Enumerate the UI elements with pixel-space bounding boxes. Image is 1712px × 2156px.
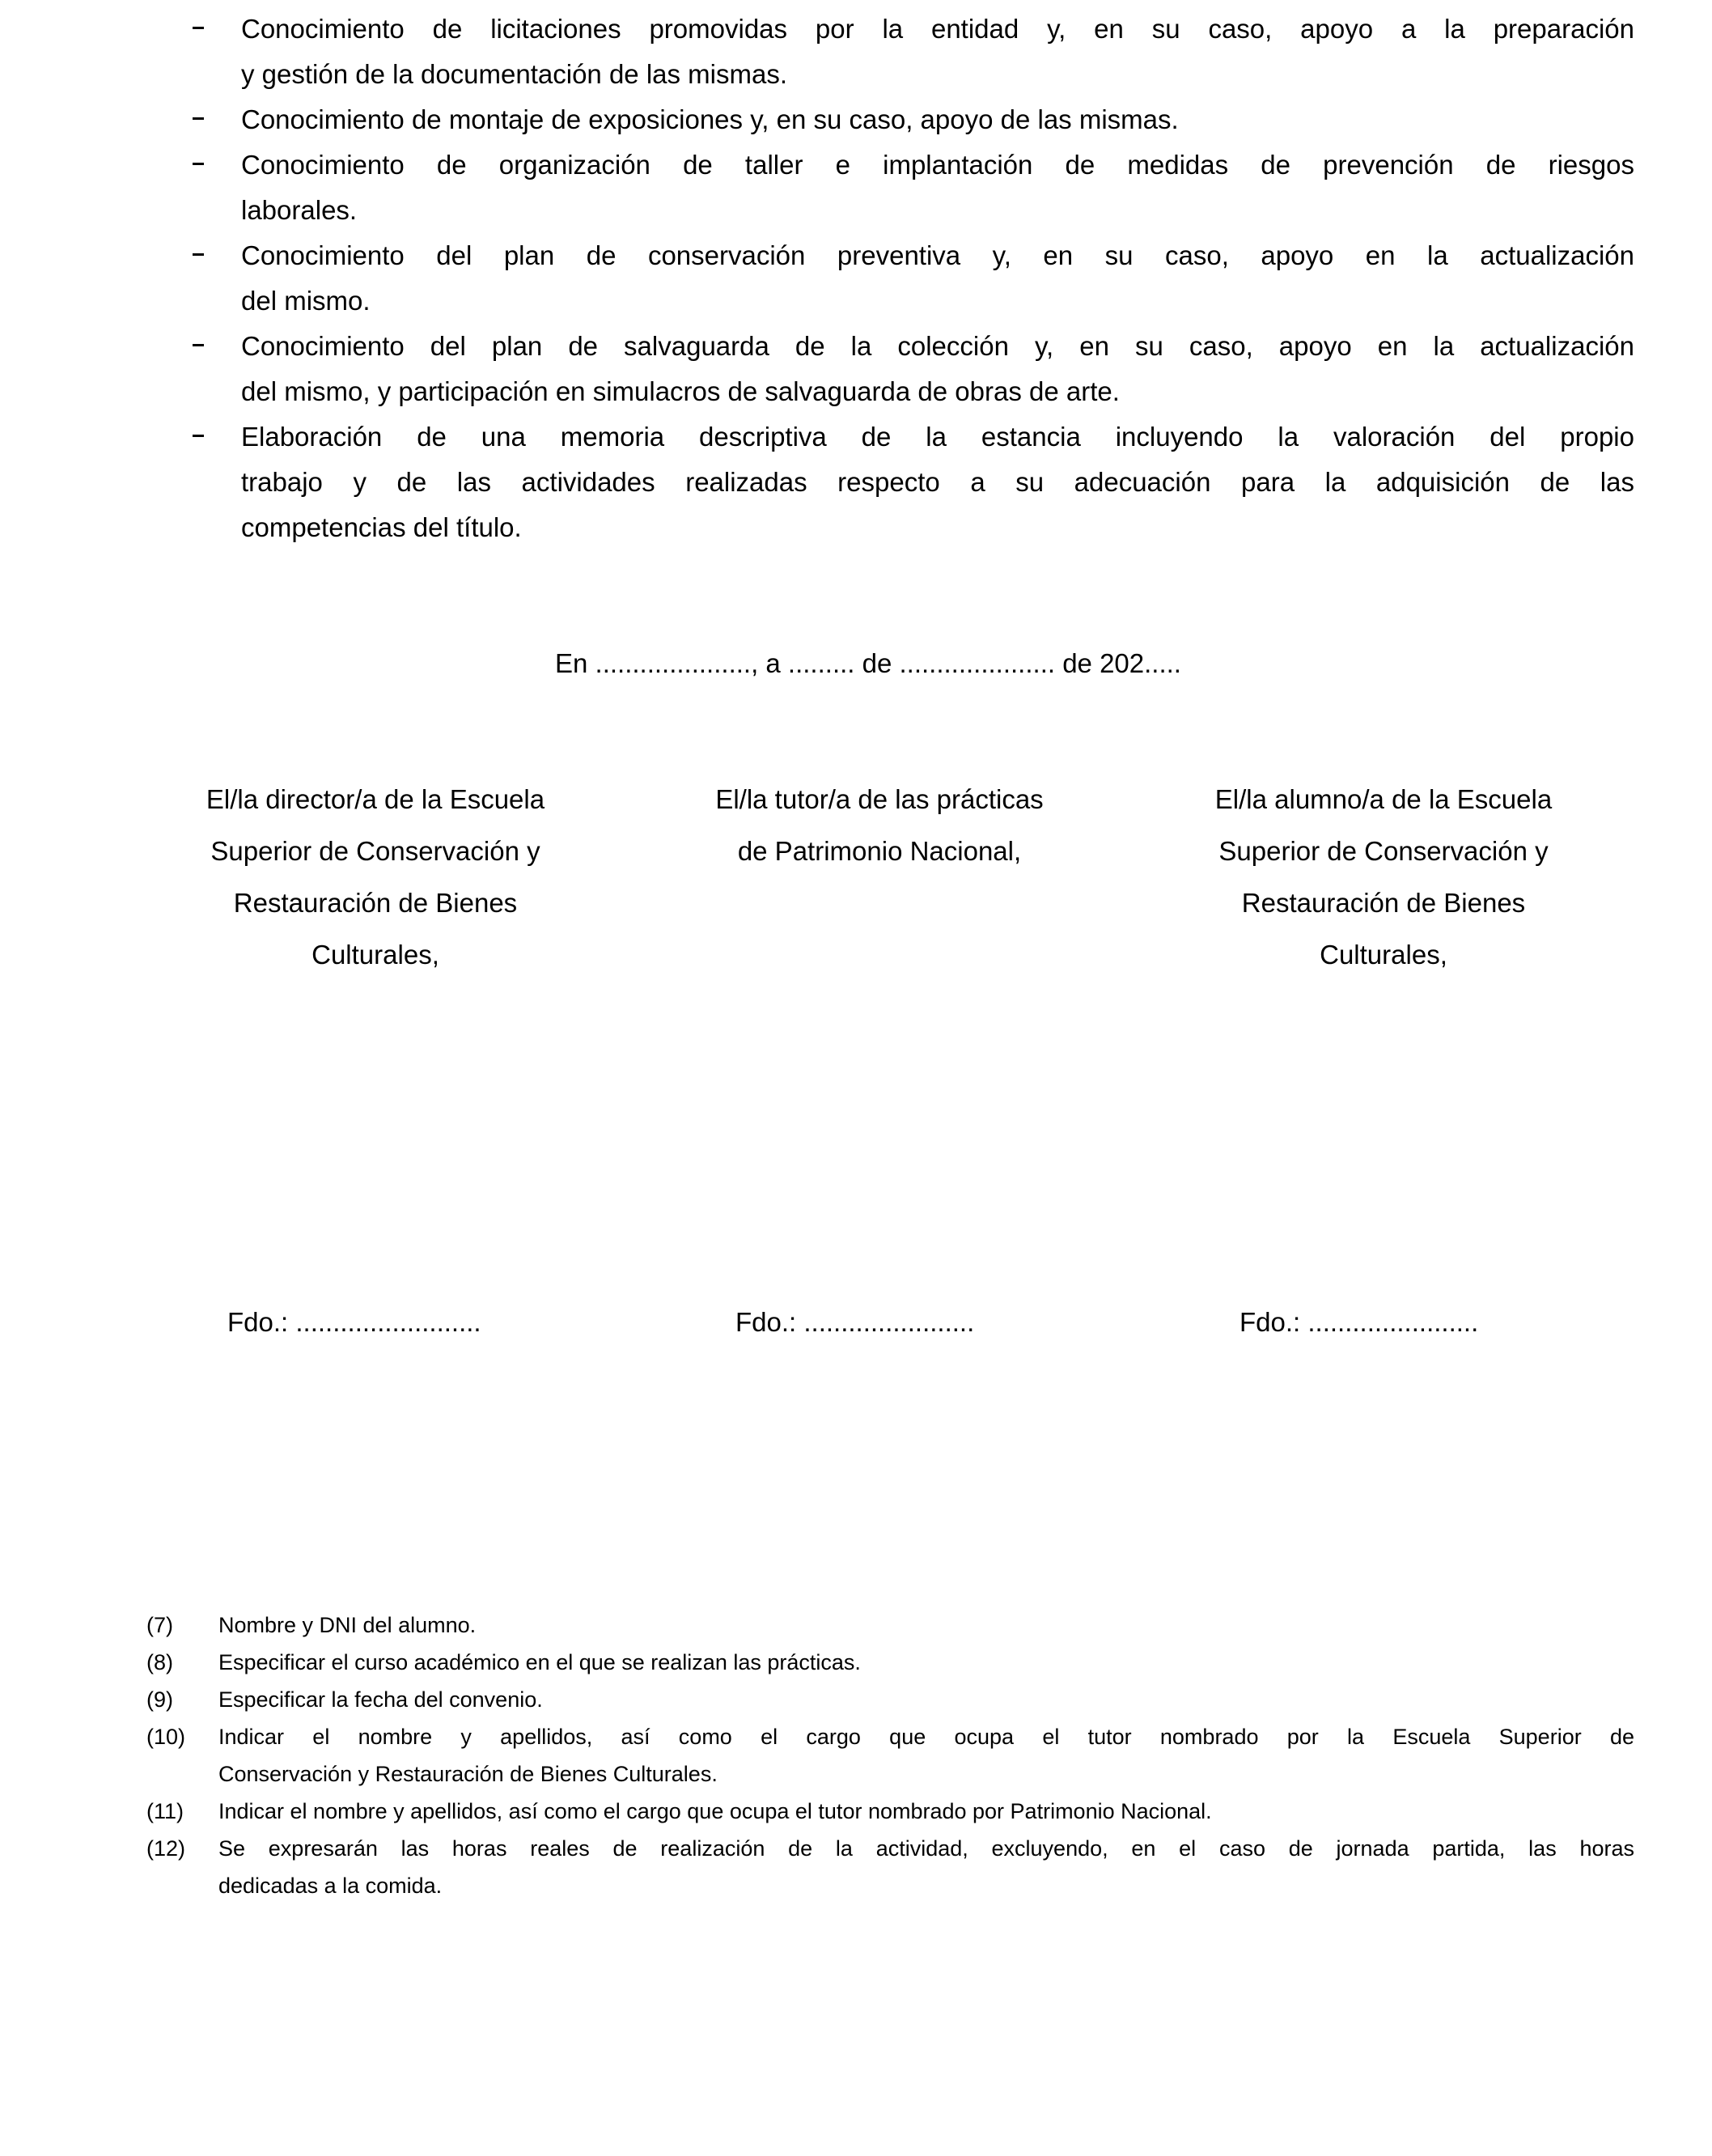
footnote [146, 1644, 1634, 1681]
list-item [193, 233, 1634, 324]
footnote-number: (7) [146, 1613, 173, 1637]
list-item-line: del mismo. [241, 286, 371, 316]
footnote-number: (12) [146, 1836, 186, 1861]
signature-header-tutor [629, 774, 1130, 877]
dash-bullet-icon [193, 414, 204, 460]
dash-bullet-icon [193, 97, 204, 142]
footnote [146, 1793, 1634, 1830]
signature-header-line: El/la alumno/a de la Escuela [1214, 784, 1553, 814]
place-date-line: En ....................., a ......... de ..................... de 202..... [555, 648, 1181, 678]
signature-field-tutor: Fdo.: ....................... [735, 1307, 975, 1337]
list-item-line: laborales. [241, 195, 358, 225]
signature-field-director: Fdo.: ......................... [227, 1307, 481, 1337]
signature-header-line: de Patrimonio Nacional, [737, 836, 1022, 866]
list-item-line: Conocimiento de montaje de exposiciones y, en su caso, apoyo de las mismas. [241, 104, 1179, 134]
dash-bullet-icon [193, 233, 204, 278]
signature-header-line: Culturales, [1320, 940, 1447, 970]
list-item-line: y gestión de la documentación de las mismas. [241, 59, 788, 89]
list-item [193, 414, 1634, 550]
dash-bullet-icon [193, 6, 204, 52]
footnote-line: Especificar la fecha del convenio. [218, 1687, 543, 1712]
list-item-line: Conocimiento del plan de salvaguarda de la colección y, en su caso, apoyo en la actualización [241, 331, 1634, 361]
footnote [146, 1681, 1634, 1718]
dash-bullet-icon [193, 324, 204, 369]
list-item-line: Elaboración de una memoria descriptiva de la estancia incluyendo la valoración del propio [241, 422, 1634, 452]
list-item [193, 142, 1634, 233]
footnote [146, 1830, 1634, 1904]
signature-header-line: Superior de Conservación y [1218, 836, 1549, 866]
signature-field-student: Fdo.: ....................... [1240, 1307, 1479, 1337]
signature-header-student [1133, 774, 1634, 981]
list-item [193, 6, 1634, 97]
list-item-line: trabajo y de las actividades realizadas respecto a su adecuación para la adquisición de las [241, 467, 1634, 497]
footnote-line: Nombre y DNI del alumno. [218, 1613, 477, 1637]
footnote-number: (10) [146, 1725, 186, 1749]
signature-header-line: Culturales, [311, 940, 439, 970]
footnote [146, 1718, 1634, 1793]
footnote-line: Conservación y Restauración de Bienes Culturales. [218, 1762, 718, 1786]
list-item-line: Conocimiento de licitaciones promovidas por la entidad y, en su caso, apoyo a la preparación [241, 14, 1634, 44]
list-item-line: competencias del título. [241, 512, 522, 542]
footnotes [146, 1606, 1634, 1904]
signature-header-line: Restauración de Bienes [1241, 888, 1526, 918]
signature-header-line: Restauración de Bienes [233, 888, 518, 918]
list-item-line: Conocimiento de organización de taller e implantación de medidas de prevención de riesgos [241, 150, 1634, 180]
signature-header-line: Superior de Conservación y [210, 836, 540, 866]
dash-bullet-icon [193, 142, 204, 188]
list-item [193, 97, 1634, 142]
footnote-number: (9) [146, 1687, 173, 1712]
list-item-line: del mismo, y participación en simulacros de salvaguarda de obras de arte. [241, 376, 1120, 406]
signature-header-line: El/la director/a de la Escuela [206, 784, 545, 814]
list-item [193, 324, 1634, 414]
footnote-number: (11) [146, 1799, 184, 1823]
footnote-line: dedicadas a la comida. [218, 1874, 443, 1898]
list-item-line: Conocimiento del plan de conservación preventiva y, en su caso, apoyo en la actualización [241, 240, 1634, 270]
signature-header-line: El/la tutor/a de las prácticas [715, 784, 1044, 814]
footnote-line: Se expresarán las horas reales de realización de la actividad, excluyendo, en el caso de jornada partida, las horas [218, 1836, 1634, 1861]
signature-header-director [125, 774, 626, 981]
footnote [146, 1606, 1634, 1644]
footnote-line: Indicar el nombre y apellidos, así como el cargo que ocupa el tutor nombrado por Patrimonio Nacional. [218, 1799, 1212, 1823]
footnote-line: Indicar el nombre y apellidos, así como el cargo que ocupa el tutor nombrado por la Escuela Superior de [218, 1725, 1634, 1749]
footnote-number: (8) [146, 1650, 173, 1674]
footnote-line: Especificar el curso académico en el que se realizan las prácticas. [218, 1650, 861, 1674]
activities-list [193, 6, 1634, 550]
